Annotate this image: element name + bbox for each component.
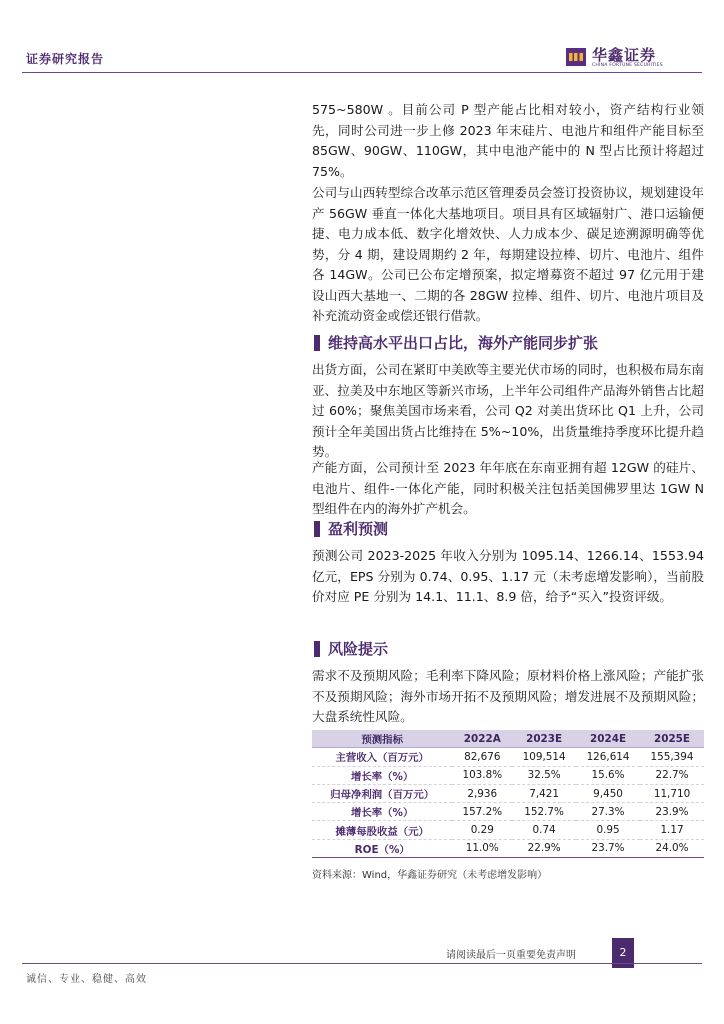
forecast-table	[312, 730, 704, 858]
table-cell: 27.3%	[576, 803, 640, 821]
table-source-note: 资料来源：Wind，华鑫证券研究（未考虑增发影响）	[312, 870, 548, 881]
table-cell: 1.17	[640, 821, 704, 839]
company-slogan: 诚信、专业、稳健、高效	[26, 974, 147, 985]
page-number: 2	[612, 938, 634, 968]
table-header-cell: 预测指标	[312, 730, 452, 748]
paragraph-overseas-capacity: 产能方面，公司预计至 2023 年年底在东南亚拥有超 12GW 的硅片、电池片、组件-一体化产能，同时积极关注包括美国佛罗里达 1GW N 型组件在内的海外扩产机会。	[312, 460, 704, 516]
section-heading-risk: 风险提示	[312, 638, 704, 660]
row-label: 主营收入（百万元）	[312, 748, 452, 766]
row-label: 增长率（%）	[312, 803, 452, 821]
table-header-cell: 2022A	[452, 730, 512, 748]
section-heading-forecast: 盈利预测	[312, 518, 704, 540]
table-cell: 11.0%	[452, 839, 512, 857]
table-cell: 22.7%	[640, 766, 704, 784]
table-cell: 24.0%	[640, 839, 704, 857]
paragraph-shanxi-base: 公司与山西转型综合改革示范区管理委员会签订投资协议，规划建设年产 56GW 垂直一体化大基地项目。项目具有区域辐射广、港口运输便捷、电力成本低、数字化增效快、人力成本少、碳足迹溯源明确等优势，分 4 期，建设周期约 2 年，每期建设拉棒、切片、电池片、组件各 14GW。公司已公布定增预案，拟定增募资不超过 97 亿元用于建设山西大基地一、二期的各 28GW 拉棒、组件、切片、电池片项目及补充流动资金或偿还银行借款。	[312, 185, 704, 323]
table-row	[312, 784, 704, 802]
paragraph-risk: 需求不及预期风险；毛利率下降风险；原材料价格上涨风险；产能扩张不及预期风险；海外市场开拓不及预期风险；增发进展不及预期风险；大盘系统性风险。	[312, 668, 704, 724]
table-cell: 103.8%	[452, 766, 512, 784]
company-logo	[566, 46, 706, 72]
table-cell: 0.74	[512, 821, 576, 839]
table-row	[312, 839, 704, 857]
row-label: 归母净利润（百万元）	[312, 784, 452, 802]
table-cell: 152.7%	[512, 803, 576, 821]
table-cell: 11,710	[640, 784, 704, 802]
logo-name-cn: 华鑫证券	[592, 46, 657, 64]
table-cell: 23.9%	[640, 803, 704, 821]
table-cell: 2,936	[452, 784, 512, 802]
section-bar-icon	[314, 521, 320, 537]
table-cell: 0.95	[576, 821, 640, 839]
table-cell: 0.29	[452, 821, 512, 839]
table-row	[312, 821, 704, 839]
logo-name-en: CHINA FORTUNE SECURITIES	[592, 63, 663, 68]
table-cell: 22.9%	[512, 839, 576, 857]
table-header-cell: 2025E	[640, 730, 704, 748]
disclaimer-notice: 请阅读最后一页重要免责声明	[446, 950, 576, 961]
logo-mark-icon	[566, 48, 586, 66]
table-cell: 9,450	[576, 784, 640, 802]
paragraph-forecast: 预测公司 2023-2025 年收入分别为 1095.14、1266.14、1553.94 亿元，EPS 分别为 0.74、0.95、1.17 元（未考虑增发影响），当前股价对应 PE 分别为 14.1、11.1、8.9 倍，给予“买入”投资评级。	[312, 548, 704, 604]
section-heading-export: 维持高水平出口占比，海外产能同步扩张	[312, 332, 704, 354]
table-cell: 7,421	[512, 784, 576, 802]
paragraph-shipment: 出货方面，公司在紧盯中美欧等主要光伏市场的同时，也积极布局东南亚、拉美及中东地区等新兴市场，上半年公司组件产品海外销售占比超过 60%；聚焦美国市场来看，公司 Q2 对美出货环比 Q1 上升，公司预计全年美国出货占比维持在 5%~10%，出货量维持季度环比提升趋势。	[312, 362, 704, 459]
table-cell: 126,614	[576, 748, 640, 766]
paragraph-capacity: 575~580W 。目前公司 P 型产能占比相对较小，资产结构行业领先，同时公司进一步上修 2023 年末硅片、电池片和组件产能目标至 85GW、90GW、110GW，其中电池产能中的 N 型占比预计将超过 75%。	[312, 102, 704, 179]
table-row	[312, 803, 704, 821]
row-label: 增长率（%）	[312, 766, 452, 784]
section-bar-icon	[314, 641, 320, 657]
table-cell: 82,676	[452, 748, 512, 766]
row-label: ROE（%）	[312, 839, 452, 857]
table-cell: 15.6%	[576, 766, 640, 784]
table-cell: 155,394	[640, 748, 704, 766]
table-header-cell: 2023E	[512, 730, 576, 748]
report-type-label: 证券研究报告	[26, 52, 105, 66]
section-bar-icon	[314, 335, 320, 351]
table-cell: 23.7%	[576, 839, 640, 857]
table-header-cell: 2024E	[576, 730, 640, 748]
table-cell: 109,514	[512, 748, 576, 766]
table-header-row	[312, 730, 704, 748]
table-row	[312, 748, 704, 766]
footer-divider	[22, 963, 702, 964]
table-cell: 32.5%	[512, 766, 576, 784]
header-divider	[22, 72, 702, 73]
table-row	[312, 766, 704, 784]
table-cell: 157.2%	[452, 803, 512, 821]
row-label: 摊薄每股收益（元）	[312, 821, 452, 839]
